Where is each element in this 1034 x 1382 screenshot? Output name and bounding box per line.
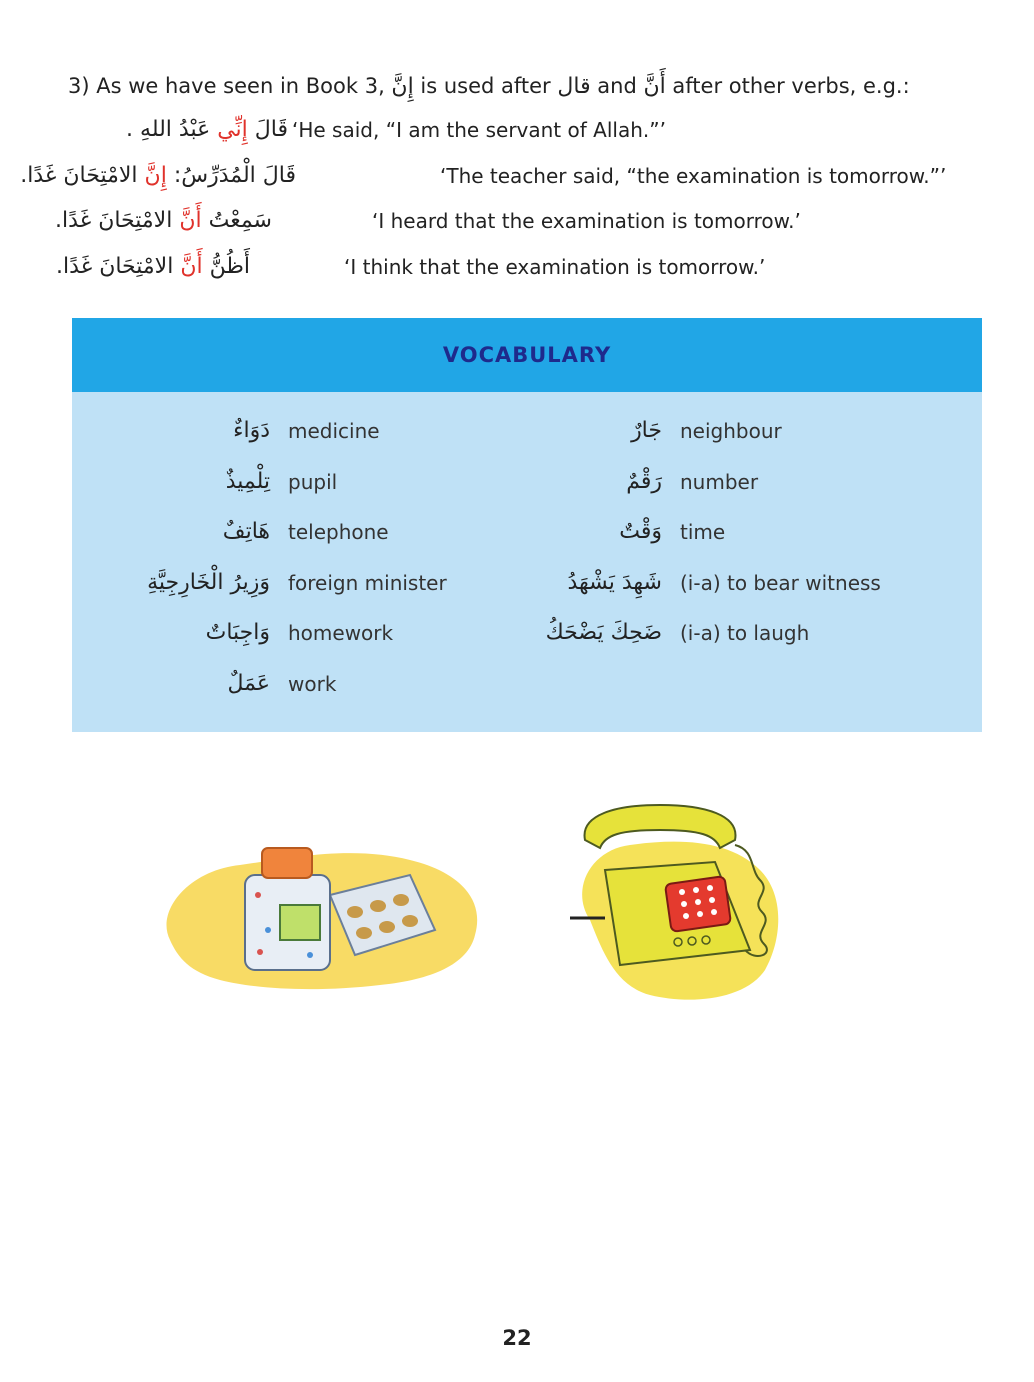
vocab-item — [72, 613, 972, 653]
vocab-english: (i-a) to laugh — [680, 621, 810, 645]
vocab-arabic: وَزِيرُ الْخَارِجِيَّةِ — [147, 570, 270, 595]
intro-word-anna: أَنَّ — [643, 74, 666, 99]
example-4-arabic-highlight: أَنَّ — [180, 254, 203, 279]
vocab-english: medicine — [288, 419, 380, 443]
vocab-item — [72, 512, 972, 552]
vocab-item — [72, 563, 972, 603]
example-2-arabic-highlight: إِنَّ — [144, 163, 167, 188]
example-3-arabic-highlight: أَنَّ — [179, 208, 202, 233]
vocab-item — [72, 462, 972, 502]
example-4-arabic-start: أَظُنُّ — [202, 254, 250, 279]
example-1-english: ‘He said, “I am the servant of Allah.”’ — [292, 118, 666, 142]
vocabulary-box — [72, 318, 982, 732]
vocab-arabic: وَاجِبَاتٌ — [205, 620, 270, 645]
example-1-arabic-end: عَبْدُ اللهِ . — [126, 117, 218, 142]
example-4-arabic-end: الامْتِحَانَ غَدًا. — [56, 254, 181, 279]
vocab-arabic: دَوَاءٌ — [233, 418, 270, 443]
example-2-english: ‘The teacher said, “the examination is tomorrow.”’ — [440, 164, 947, 188]
vocab-english: pupil — [288, 470, 338, 494]
intro-word-qaala: قال — [557, 74, 591, 99]
vocab-item — [72, 411, 972, 451]
vocab-arabic: ضَحِكَ يَضْحَكُ — [545, 620, 662, 645]
example-2-arabic-start: قَالَ الْمُدَرِّسُ: — [166, 163, 296, 188]
vocab-arabic: هَاتِفٌ — [222, 519, 270, 544]
vocab-english: work — [288, 672, 337, 696]
page-number: 22 — [502, 1326, 532, 1350]
example-4-english: ‘I think that the examination is tomorrow.’ — [344, 255, 766, 279]
vocabulary-title: VOCABULARY — [442, 343, 612, 367]
intro-middle-2: and — [590, 74, 644, 98]
example-1-arabic — [126, 114, 288, 146]
vocab-english: neighbour — [680, 419, 782, 443]
example-1-arabic-start: قَالَ — [247, 117, 288, 142]
intro-suffix: after other verbs, e.g.: — [665, 74, 910, 98]
example-1-arabic-highlight: إِنِّي — [217, 117, 248, 142]
vocab-english: number — [680, 470, 759, 494]
vocab-english: time — [680, 520, 726, 544]
example-3-english: ‘I heard that the examination is tomorrow.’ — [372, 209, 801, 233]
example-2-arabic — [20, 160, 296, 192]
vocab-english: foreign minister — [288, 571, 447, 595]
intro-paragraph — [68, 68, 910, 105]
example-3-arabic-start: سَمِعْتُ — [201, 208, 272, 233]
vocab-arabic: رَقْمٌ — [626, 469, 662, 494]
intro-middle-1: is used after — [413, 74, 558, 98]
example-3-arabic-end: الامْتِحَانَ غَدًا. — [55, 208, 180, 233]
telephone-illustration — [560, 800, 790, 1005]
example-3-arabic — [55, 205, 272, 237]
vocab-english: telephone — [288, 520, 389, 544]
example-4-arabic — [56, 251, 250, 283]
intro-word-inna: إِنَّ — [391, 74, 414, 99]
vocab-arabic: وَقْتٌ — [619, 519, 662, 544]
vocab-item — [72, 664, 512, 704]
medicine-illustration — [150, 830, 490, 1000]
vocab-english: (i-a) to bear witness — [680, 571, 881, 595]
vocabulary-header — [72, 318, 982, 392]
vocab-arabic: تِلْمِيذٌ — [225, 469, 270, 494]
vocab-english: homework — [288, 621, 394, 645]
vocab-arabic: شَهِدَ يَشْهَدُ — [567, 570, 662, 595]
example-2-arabic-end: الامْتِحَانَ غَدًا. — [20, 163, 145, 188]
vocab-arabic: جَارٌ — [631, 418, 662, 443]
vocab-arabic: عَمَلٌ — [227, 671, 270, 696]
intro-prefix: 3) As we have seen in Book 3, — [68, 74, 392, 98]
